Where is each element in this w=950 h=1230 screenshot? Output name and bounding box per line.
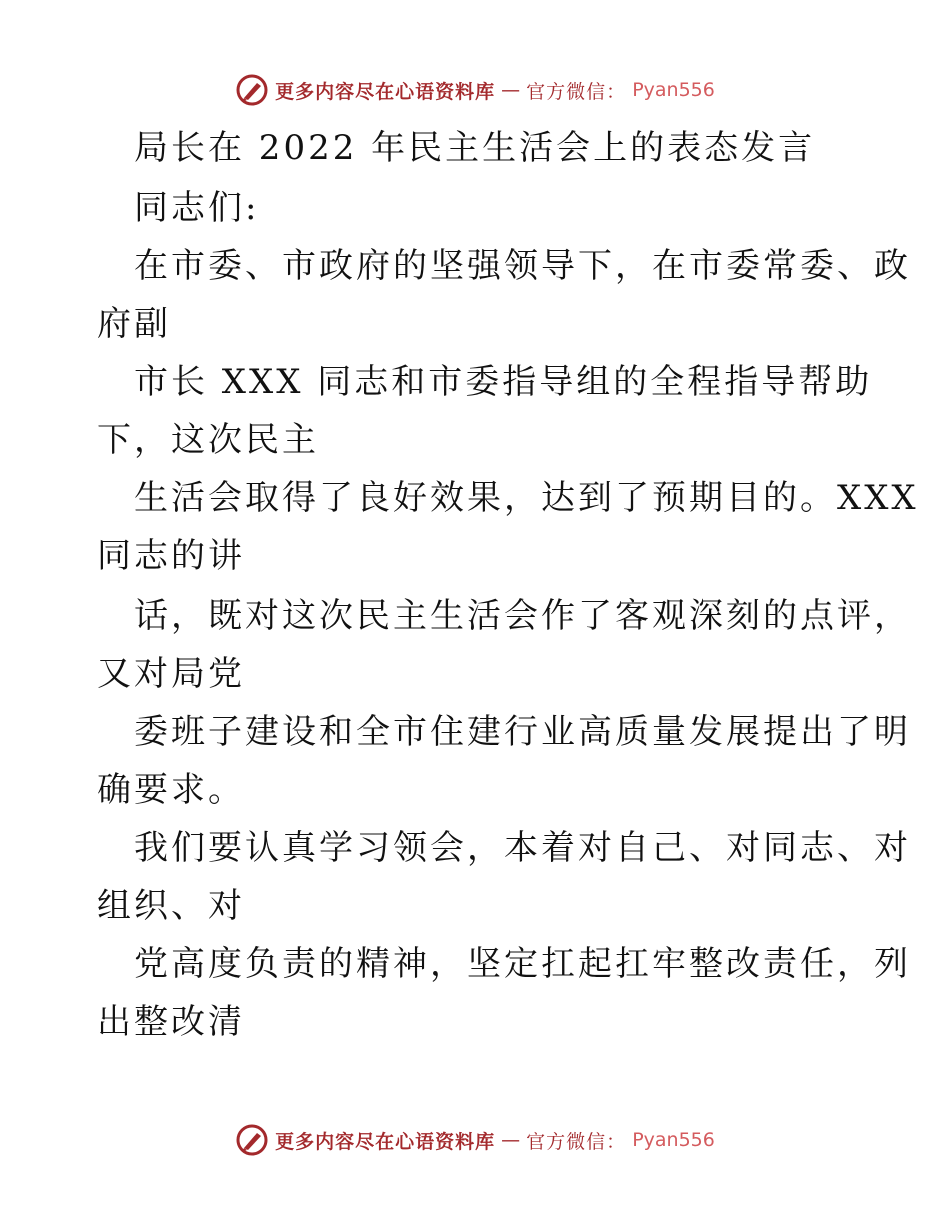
paragraph-line: 同志的讲 — [97, 536, 245, 576]
paragraph-line: 下，这次民主 — [97, 420, 319, 460]
pen-logo-icon — [235, 73, 269, 107]
paragraph-line: 组织、对 — [97, 886, 245, 926]
footer-banner — [0, 1120, 950, 1160]
paragraph-line: 话，既对这次民主生活会作了客观深刻的点评， — [134, 596, 911, 636]
header-banner — [0, 70, 950, 110]
paragraph-line: 出整改清 — [97, 1002, 245, 1042]
paragraph-line: 生活会取得了良好效果，达到了预期目的。XXX — [134, 478, 919, 518]
banner-wechat-label: 官方微信： — [526, 80, 627, 103]
paragraph-line: 市长 XXX 同志和市委指导组的全程指导帮助 — [134, 362, 873, 402]
salutation: 同志们: — [134, 188, 260, 228]
paragraph-line: 在市委、市政府的坚强领导下，在市委常委、政 — [134, 246, 911, 286]
banner-separator: — — [501, 1129, 521, 1151]
banner-separator: — — [501, 79, 521, 101]
paragraph-line: 府副 — [97, 304, 171, 344]
paragraph-line: 确要求。 — [97, 770, 245, 810]
banner-wechat-label: 官方微信： — [526, 1130, 627, 1153]
banner-brand-text: 更多内容尽在心语资料库 — [275, 1130, 496, 1153]
pen-logo-icon — [235, 1123, 269, 1157]
paragraph-line: 党高度负责的精神，坚定扛起扛牢整改责任，列 — [134, 944, 911, 984]
document-title: 局长在 2022 年民主生活会上的表态发言 — [134, 128, 816, 168]
banner-wechat-id: Pyan556 — [632, 79, 715, 101]
paragraph-line: 委班子建设和全市住建行业高质量发展提出了明 — [134, 712, 911, 752]
paragraph-line: 我们要认真学习领会，本着对自己、对同志、对 — [134, 828, 911, 868]
banner-brand-text: 更多内容尽在心语资料库 — [275, 80, 496, 103]
paragraph-line: 又对局党 — [97, 654, 245, 694]
banner-wechat-id: Pyan556 — [632, 1129, 715, 1151]
